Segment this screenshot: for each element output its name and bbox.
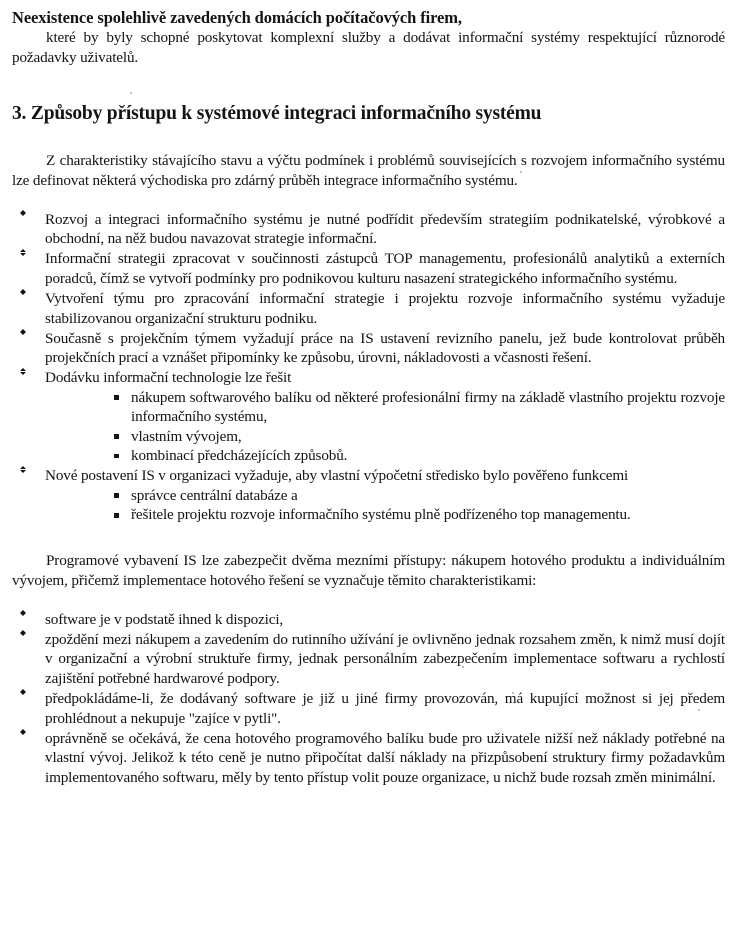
spacer	[12, 591, 725, 610]
list-item-text: Současně s projekčním týmem vyžadují práce na IS ustavení revizního panelu, jež bude kontrolovat průběh projekčních prací a vznášet připomínky ke způsobu, úrovni, nákladovosti a včasnosti řešení.	[45, 329, 725, 367]
sub-bullet-list	[97, 486, 725, 525]
sub-list-item	[97, 486, 725, 506]
list-item	[12, 329, 725, 368]
square-bullet-icon	[114, 434, 119, 439]
diamond-bullet-icon	[20, 689, 26, 692]
carryover-heading: Neexistence spolehlivě zavedených domácích počítačových firem,	[12, 8, 462, 27]
list-item-text: předpokládáme-li, že dodávaný software je již u jiné firmy provozován, má kupující možnost si jej předem prohlédnout a nekupuje "zajíce v pytli".	[45, 689, 725, 727]
list-item	[12, 249, 725, 288]
diamond-bullet-icon	[20, 630, 26, 633]
sub-list-item	[97, 505, 725, 525]
diamond-bullet-icon	[20, 329, 26, 332]
list-item-text: oprávněně se očekává, že cena hotového programového balíku bude pro uživatele nižší než náklady potřebné na vlastní vývoj. Jelikož k této ceně je nutno připočítat další náklady na přizpůsobení struktury firmy požadavkům implementovaného softwaru, měly by tento přístup volit pouze organizace, u nichž bude rozsah změn minimální.	[45, 729, 725, 786]
diamond-bullet-icon	[20, 249, 26, 252]
section-intro-paragraph: Z charakteristiky stávajícího stavu a výčtu podmínek i problémů souvisejících s rozvojem informačního systému lze definovat některá východiska pro zdárný průběh integrace informačního systému.	[12, 152, 725, 190]
diamond-bullet-icon	[20, 368, 26, 371]
square-bullet-icon	[114, 395, 119, 400]
carryover-paragraph: které by byly schopné poskytovat komplexní služby a dodávat informační systémy respektující různorodé požadavky uživatelů.	[12, 29, 725, 67]
carryover-block	[12, 8, 725, 68]
square-bullet-icon	[114, 493, 119, 498]
sub-list-item-text: kombinací předcházejících způsobů.	[131, 447, 348, 465]
spacer	[12, 191, 725, 210]
list-item	[12, 630, 725, 689]
middle-paragraph: Programové vybavení IS lze zabezpečit dvěma mezními přístupy: nákupem hotového produktu a individuálním vývojem, přičemž implementace hotového řešení se vyznačuje těmito charakteristikami:	[12, 552, 725, 590]
sub-list-item	[97, 427, 725, 447]
sub-list-item-text: nákupem softwarového balíku od některé profesionální firmy na základě vlastního projektu rozvoje informačního systému,	[131, 388, 725, 426]
list-item-text: zpoždění mezi nákupem a zavedením do rutinního užívání je ovlivněno jednak rozsahem změn, k nimž musí dojít v organizační a výrobní struktuře firmy, jednak personálním zabezpečením implementace softwaru a rychlostí zajištění potřebné hardwarové podpory.	[45, 630, 725, 687]
list-item-text: Informační strategii zpracovat v součinnosti zástupců TOP managementu, profesionálů analytiků a externích poradců, čímž se vytvoří podmínky pro podnikovou kulturu nasazení strategického informačního systému.	[45, 250, 725, 287]
diamond-bullet-icon	[20, 466, 26, 469]
list-item	[12, 289, 725, 328]
list-item	[12, 210, 725, 249]
list-item-text: Rozvoj a integraci informačního systému je nutné podřídit především strategiím podnikatelské, výrobkové a obchodní, na něž budou navazovat strategie informační.	[45, 210, 725, 248]
page-title: 3. Způsoby přístupu k systémové integraci informačního systému	[12, 102, 542, 124]
list-item-text: Vytvoření týmu pro zpracování informační strategie i projektu rozvoje informačního systému vyžaduje stabilizovanou organizační strukturu podniku.	[45, 289, 725, 327]
spacer	[12, 125, 725, 151]
list-item	[12, 368, 725, 466]
list-item	[12, 689, 725, 728]
list-item-text: Nové postavení IS v organizaci vyžaduje, aby vlastní výpočetní středisko bylo pověřeno funkcemi	[45, 467, 629, 485]
spacer	[12, 525, 725, 551]
list-item	[12, 466, 725, 525]
list-item	[12, 729, 725, 788]
sub-bullet-list	[97, 388, 725, 466]
main-bullet-list	[12, 210, 725, 525]
diamond-bullet-icon	[20, 610, 26, 613]
diamond-bullet-icon	[20, 729, 26, 732]
square-bullet-icon	[114, 454, 119, 459]
sub-list-item-text: správce centrální databáze a	[131, 486, 298, 504]
square-bullet-icon	[114, 513, 119, 518]
diamond-bullet-icon	[20, 289, 26, 292]
list-item-text: Dodávku informační technologie lze řešit	[45, 369, 292, 387]
spacer	[12, 68, 725, 102]
sub-list-item	[97, 446, 725, 466]
characteristics-bullet-list	[12, 610, 725, 787]
list-item-text: software je v podstatě ihned k dispozici,	[45, 610, 284, 628]
sub-list-item-text: vlastním vývojem,	[131, 427, 242, 445]
sub-list-item	[97, 388, 725, 427]
sub-list-item-text: řešitele projektu rozvoje informačního systému plně podřízeného top managementu.	[131, 506, 631, 524]
diamond-bullet-icon	[20, 210, 26, 213]
list-item	[12, 610, 725, 630]
